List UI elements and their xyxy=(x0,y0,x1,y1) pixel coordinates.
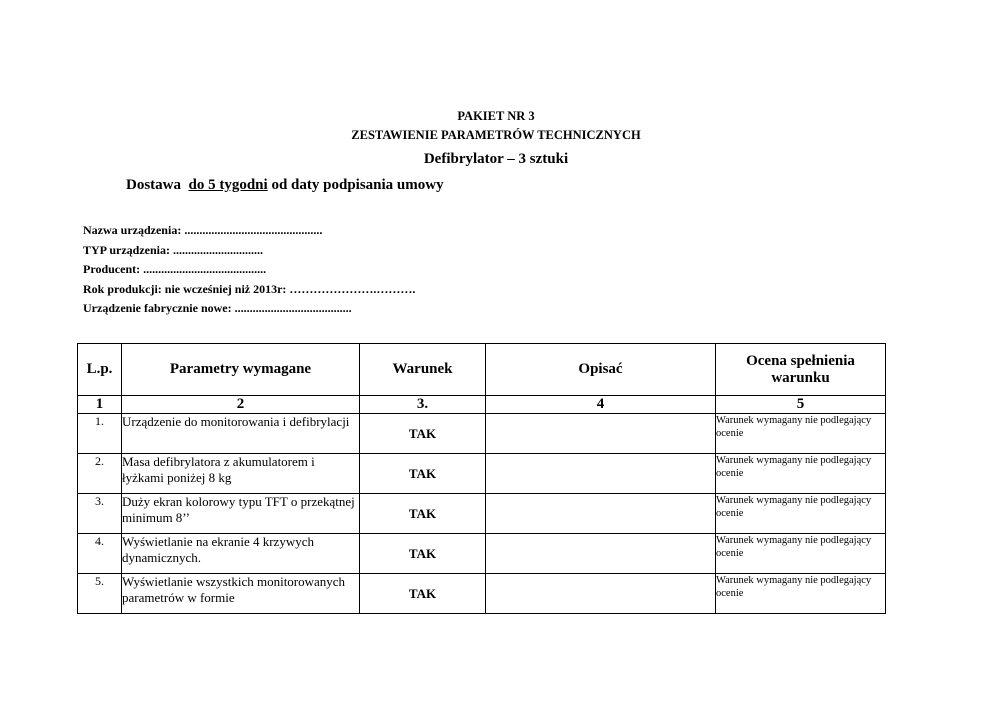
field-production-year: Rok produkcji: nie wcześniej niż 2013r: ………………….………. xyxy=(83,281,416,296)
column-number-row xyxy=(78,396,886,414)
row-parameter: Duży ekran kolorowy typu TFT o przekątnej minimum 8’’ xyxy=(122,494,360,534)
row-condition: TAK xyxy=(360,574,486,614)
row-parameter: Wyświetlanie wszystkich monitorowanych parametrów w formie xyxy=(122,574,360,614)
row-condition: TAK xyxy=(360,454,486,494)
row-condition: TAK xyxy=(360,494,486,534)
row-number: 4. xyxy=(78,534,122,574)
row-description-cell[interactable] xyxy=(486,574,716,614)
field-factory-new: Urządzenie fabrycznie nowe: ....................................... xyxy=(83,301,352,315)
table-row xyxy=(78,574,886,614)
row-description-cell[interactable] xyxy=(486,454,716,494)
delivery-suffix: od daty podpisania umowy xyxy=(267,177,444,193)
row-assessment: Warunek wymagany nie podlegający ocenie xyxy=(716,494,886,534)
field-device-name: Nazwa urządzenia: .............................................. xyxy=(83,223,323,237)
field-device-type: TYP urządzenia: .............................. xyxy=(83,242,263,257)
header-describe: Opisać xyxy=(486,344,716,396)
delivery-line xyxy=(126,177,444,194)
header-condition: Warunek xyxy=(360,344,486,396)
delivery-prefix: Dostawa xyxy=(126,177,189,193)
header-assessment: Ocena spełnienia warunku xyxy=(716,344,886,396)
column-number: 3. xyxy=(360,396,486,414)
device-heading: Defibrylator – 3 sztuki xyxy=(423,151,569,167)
row-parameter: Masa defibrylatora z akumulatorem i łyżkami poniżej 8 kg xyxy=(122,454,360,494)
column-number: 1 xyxy=(78,396,122,414)
package-title: PAKIET NR 3 xyxy=(457,109,535,123)
row-condition: TAK xyxy=(360,534,486,574)
row-description-cell[interactable] xyxy=(486,494,716,534)
column-number: 4 xyxy=(486,396,716,414)
row-assessment: Warunek wymagany nie podlegający ocenie xyxy=(716,414,886,454)
row-number: 2. xyxy=(78,454,122,494)
row-number: 1. xyxy=(78,414,122,454)
device-info-fields xyxy=(83,221,415,319)
header-parameters: Parametry wymagane xyxy=(122,344,360,396)
table-row xyxy=(78,534,886,574)
row-description-cell[interactable] xyxy=(486,534,716,574)
technical-parameters-table xyxy=(77,343,886,614)
document-title: ZESTAWIENIE PARAMETRÓW TECHNICZNYCH xyxy=(351,128,641,142)
row-parameter: Wyświetlanie na ekranie 4 krzywych dynamicznych. xyxy=(122,534,360,574)
row-assessment: Warunek wymagany nie podlegający ocenie xyxy=(716,534,886,574)
table-row xyxy=(78,454,886,494)
row-number: 3. xyxy=(78,494,122,534)
row-condition: TAK xyxy=(360,414,486,454)
column-number: 5 xyxy=(716,396,886,414)
row-description-cell[interactable] xyxy=(486,414,716,454)
row-assessment: Warunek wymagany nie podlegający ocenie xyxy=(716,454,886,494)
row-number: 5. xyxy=(78,574,122,614)
table-row xyxy=(78,414,886,454)
column-number: 2 xyxy=(122,396,360,414)
table-row xyxy=(78,494,886,534)
row-assessment: Warunek wymagany nie podlegający ocenie xyxy=(716,574,886,614)
delivery-term: do 5 tygodni xyxy=(188,177,268,193)
table-header-row xyxy=(78,344,886,396)
header-lp: L.p. xyxy=(78,344,122,396)
field-manufacturer: Producent: ......................................... xyxy=(83,262,267,276)
row-parameter: Urządzenie do monitorowania i defibrylacji xyxy=(122,414,360,454)
